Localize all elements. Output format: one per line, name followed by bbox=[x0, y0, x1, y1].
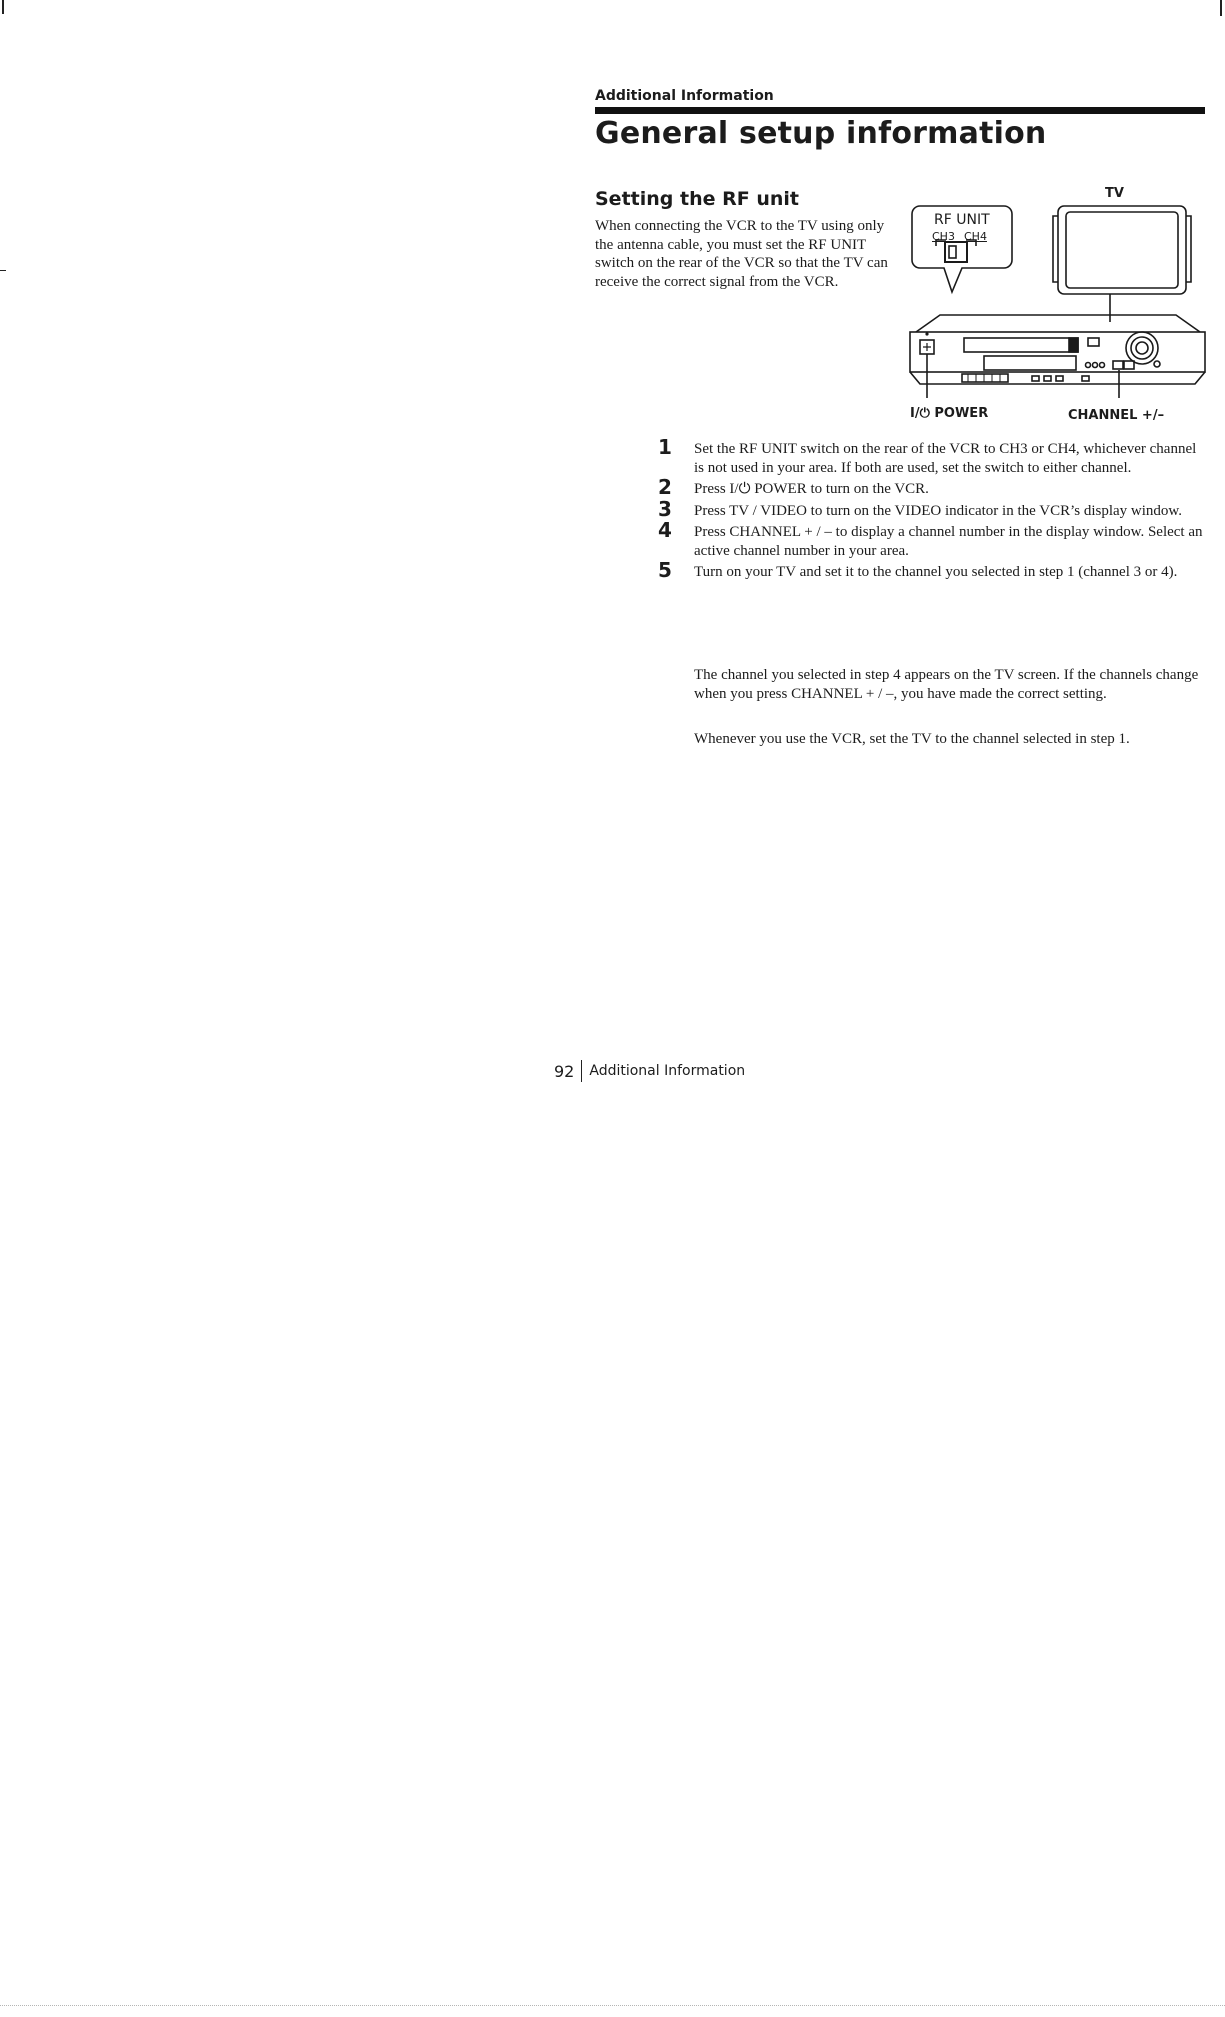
scan-border-dots bbox=[0, 2005, 1225, 2006]
sub-heading: Setting the RF unit bbox=[595, 188, 799, 210]
footer-divider bbox=[581, 1060, 582, 1082]
step-number: 5 bbox=[658, 558, 672, 582]
tv-label: TV bbox=[1105, 186, 1124, 201]
step-number: 3 bbox=[658, 496, 672, 521]
usage-note: Whenever you use the VCR, set the TV to the channel selected in step 1. bbox=[694, 731, 1130, 747]
page-title: General setup information bbox=[595, 116, 1047, 151]
result-note: The channel you selected in step 4 appears on the TV screen. If the channels change when you press CHANNEL + / –, you have made the correct setting. bbox=[694, 667, 1199, 702]
step-number: 2 bbox=[658, 475, 672, 499]
step-text: Press CHANNEL + / – to display a channel number in the display window. Select an active channel number in your area. bbox=[694, 524, 1203, 559]
crop-mark-left bbox=[0, 270, 6, 271]
step-item bbox=[658, 475, 1203, 499]
section-header-rule bbox=[595, 107, 1205, 114]
step-text: Set the RF UNIT switch on the rear of the VCR to CH3 or CH4, whichever channel is not used in your area. If both are used, set the switch to either channel. bbox=[694, 441, 1197, 476]
channel-label: CHANNEL +/– bbox=[1068, 408, 1165, 423]
step-text: Press I/⏻ POWER to turn on the VCR. bbox=[694, 481, 929, 497]
power-label: I/⏻ POWER bbox=[910, 406, 989, 421]
section-header-label: Additional Information bbox=[595, 88, 774, 104]
step-item bbox=[658, 558, 1203, 582]
ch4-label: CH4 bbox=[964, 230, 987, 243]
step-text: Turn on your TV and set it to the channel you selected in step 1 (channel 3 or 4). bbox=[694, 564, 1178, 580]
page-number: 92 bbox=[554, 1061, 575, 1081]
page-footer bbox=[554, 1060, 745, 1082]
setup-steps-list bbox=[658, 435, 1203, 582]
crop-mark-top-right bbox=[1220, 0, 1222, 16]
ch3-label: CH3 bbox=[932, 230, 955, 243]
vcr-tv-diagram bbox=[898, 182, 1218, 427]
step-text: Press TV / VIDEO to turn on the VIDEO indicator in the VCR’s display window. bbox=[694, 502, 1183, 519]
rf-unit-label: RF UNIT bbox=[934, 212, 990, 228]
step-number: 1 bbox=[658, 435, 672, 459]
intro-paragraph: When connecting the VCR to the TV using only the antenna cable, you must set the RF UNIT switch on the rear of the VCR so that the TV can receive the correct signal from the VCR. bbox=[595, 218, 888, 290]
footer-section-label: Additional Information bbox=[589, 1063, 746, 1079]
step-item bbox=[658, 435, 1203, 477]
crop-mark-top-left bbox=[2, 0, 4, 14]
step-item bbox=[658, 518, 1203, 560]
step-number: 4 bbox=[658, 518, 672, 542]
step-item bbox=[658, 496, 1203, 521]
